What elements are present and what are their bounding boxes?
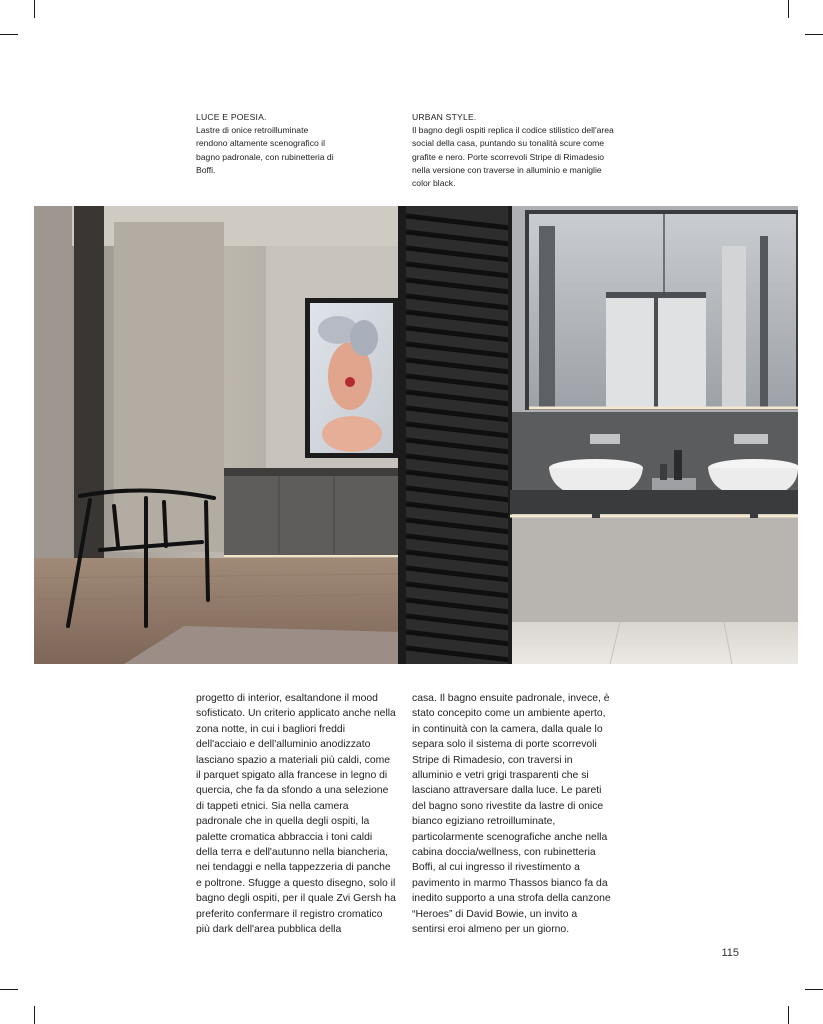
crop-mark (805, 34, 823, 35)
caption-title: LUCE E POESIA. (196, 112, 267, 122)
caption-urban-style (412, 111, 617, 190)
body-column-right (412, 691, 612, 938)
crop-mark (805, 989, 823, 990)
crop-mark (0, 34, 18, 35)
crop-mark (788, 1006, 789, 1024)
crop-mark (0, 989, 18, 990)
crop-mark (34, 1006, 35, 1024)
crop-mark (788, 0, 789, 18)
body-text: progetto di interior, esaltandone il mood sofisticato. Un criterio applicato anche nella zona notte, in cui i bagliori freddi dell'acciaio e dell'alluminio anodizzato lasciano spazio a materiali più caldi, come il parquet spigato alla francese in legno di quercia, che fa da sfondo a una selezione di tappeti etnici. Sia nella camera padronale che in quella degli ospiti, la palette cromatica abbraccia i toni caldi della terra e dell'autunno nella biancheria, nei tendaggi e nella tappezzeria di panche e poltrone. Sfugge a questo disegno, solo il bagno degli ospiti, per il quale Zvi Gersh ha preferito confermare il registro cromatico più dark dell'area pubblica della (196, 693, 396, 936)
body-column-left (196, 691, 396, 938)
page-number: 115 (721, 947, 739, 959)
caption-title: URBAN STYLE. (412, 112, 477, 122)
caption-body: Il bagno degli ospiti replica il codice stilistico dell'area social della casa, puntando su tonalità scure come grafite e nero. Porte scorrevoli Stripe di Rimadesio nella versione con traverse in alluminio e maniglie color black. (412, 125, 614, 189)
body-text: casa. Il bagno ensuite padronale, invece, è stato concepito come un ambiente aperto, in continuità con la camera, dalla quale lo separa solo il sistema di porte scorrevoli Stripe di Rimadesio, con traversi in alluminio e vetri grigi trasparenti che si lasciano attraversare dalla luce. Le pareti del bagno sono rivestite da lastre di onice bianco egiziano retroilluminate, particolarmente scenografiche anche nella cabina doccia/wellness, con rubinetteria Boffi, al cui ingresso il rivestimento a pavimento in marmo Thassos bianco fa da inedito supporto a una strofa della canzone “Heroes” di David Bowie, un invito a sentirsi eroi almeno per un giorno. (412, 693, 611, 936)
interior-photo (34, 206, 798, 664)
crop-mark (34, 0, 35, 18)
caption-luce-e-poesia (196, 111, 401, 177)
caption-body: Lastre di onice retroilluminate rendono altamente scenografico il bagno padronale, con rubinetteria di Boffi. (196, 125, 334, 175)
